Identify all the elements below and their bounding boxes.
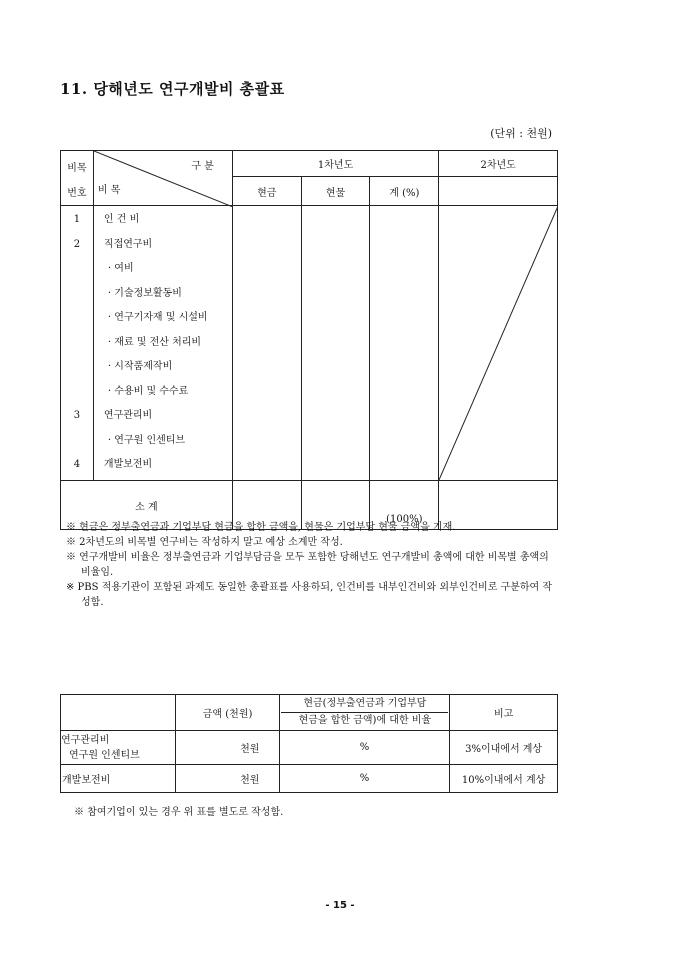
header-bimok: 비 목	[97, 185, 121, 196]
cash-cell	[232, 206, 301, 481]
item-name: · 시작품제작비	[107, 361, 173, 372]
item-number	[61, 380, 93, 405]
page-number: - 15 -	[325, 900, 355, 911]
footnote: ※ 참여기업이 있는 경우 위 표를 별도로 작성함.	[74, 807, 284, 818]
item-number: 3	[73, 410, 81, 421]
item-number	[61, 282, 93, 307]
row-ratio: %	[280, 731, 450, 765]
item-number: 2	[73, 238, 81, 250]
item-name: 개발보전비	[103, 459, 153, 470]
row-label-line1: 연구관리비	[61, 734, 110, 746]
item-number	[61, 257, 93, 282]
unit-label: (단위 : 천원)	[490, 127, 552, 140]
row-ratio: %	[280, 765, 450, 793]
header-no-line1: 비목	[67, 163, 87, 174]
header-ratio-line2: 현금을 합한 금액)에 대한 비율	[281, 712, 448, 729]
management-cost-table	[60, 694, 558, 793]
item-name-column	[93, 206, 232, 481]
header-year1: 1차년도	[232, 151, 438, 177]
header-no-line2: 번호	[67, 188, 87, 199]
budget-summary-table	[60, 150, 558, 530]
year2-diagonal-line	[439, 206, 558, 480]
row-note: 10%이내에서 계상	[450, 765, 558, 793]
header-amount: 금액 (천원)	[175, 695, 280, 731]
item-number	[61, 331, 93, 356]
note-item: ※ 현금은 정부출연금과 기업부담 현금을 합한 금액을, 현물은 기업부담 현물 금액을 기재.	[66, 522, 456, 533]
header-total-pct: 계 (%)	[370, 177, 439, 206]
subtotal-label: 소 계	[61, 481, 233, 530]
item-name: 직접연구비	[103, 238, 153, 250]
item-number	[61, 355, 93, 380]
header-ratio	[280, 695, 450, 731]
header-item-number	[61, 151, 94, 206]
row-label: 개발보전비	[61, 765, 176, 793]
notes-block	[66, 520, 560, 610]
item-name: · 기술정보활동비	[107, 287, 182, 299]
header-in-kind: 현물	[301, 177, 370, 206]
row-amount: 천원	[175, 731, 280, 765]
item-number: 4	[73, 459, 81, 470]
header-note: 비고	[450, 695, 558, 731]
item-name: · 여비	[107, 263, 134, 274]
year2-diagonal-cell	[439, 206, 558, 481]
item-name: · 연구원 인센티브	[107, 434, 186, 446]
header-year2: 2차년도	[439, 151, 558, 177]
item-number	[61, 306, 93, 331]
item-name: · 연구기자재 및 시설비	[107, 312, 208, 323]
in-kind-cell	[301, 206, 370, 481]
header-gubun: 구 분	[191, 161, 214, 172]
item-name: · 재료 및 전산 처리비	[107, 336, 202, 348]
item-name: 인 건 비	[103, 214, 140, 225]
note-item: ※ 연구개발비 비율은 정부출연금과 기업부담금을 모두 포함한 당해년도 연구개발비 총액에 대한 비목별 총액의 비율임.	[66, 552, 549, 578]
row-amount: 천원	[175, 765, 280, 793]
table-row	[61, 731, 558, 765]
item-number: 1	[73, 214, 81, 225]
row-label-line2: 연구원 인센티브	[69, 749, 140, 761]
header-year2-blank	[439, 177, 558, 206]
item-number-column	[61, 206, 94, 481]
item-number	[61, 429, 93, 454]
header-ratio-line1: 현금(정부출연금과 기업부담	[303, 698, 427, 709]
subtotal-pct: (100%)	[370, 481, 439, 530]
item-name: 연구관리비	[103, 410, 153, 421]
header-diagonal-cell	[93, 151, 232, 206]
note-item: ※ 2차년도의 비목별 연구비는 작성하지 말고 예상 소계만 작성.	[66, 537, 343, 548]
page-title: 11. 당해년도 연구개발비 총괄표	[60, 80, 285, 98]
note-item: ※ PBS 적용기관이 포함된 과제도 동일한 총괄표를 사용하되, 인건비를 내부인건비와 외부인건비로 구분하여 작성함.	[66, 582, 553, 608]
total-cell	[370, 206, 439, 481]
header-cash: 현금	[232, 177, 301, 206]
item-name: · 수용비 및 수수료	[107, 385, 189, 397]
row-note: 3%이내에서 계상	[450, 731, 558, 765]
table-row	[61, 765, 558, 793]
header-blank	[61, 695, 176, 731]
row-label	[61, 731, 176, 765]
